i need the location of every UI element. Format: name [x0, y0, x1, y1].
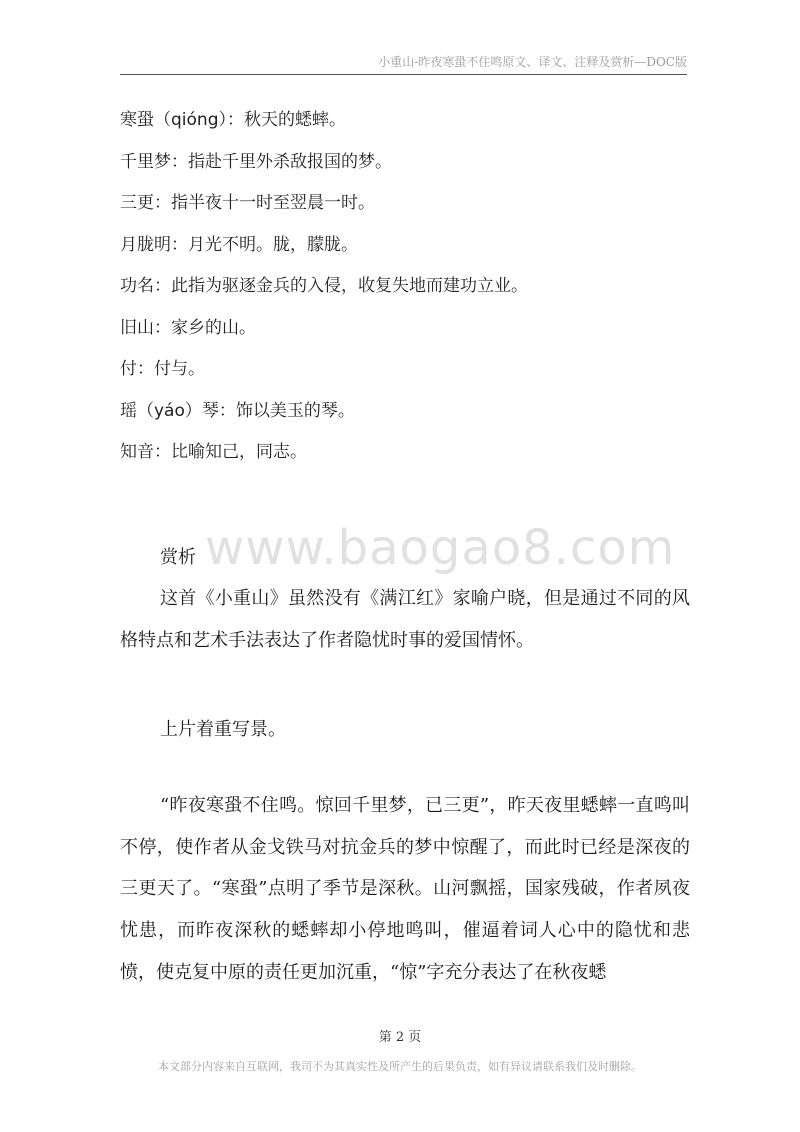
note-item: 付：付与。 [120, 359, 205, 379]
note-item: 千里梦：指赴千里外杀敌报国的梦。 [120, 151, 392, 172]
document-title: 小重山-昨夜寒蛩不住鸣原文、译文、注释及赏析—DOC版 [378, 55, 687, 69]
page-footer: 本文部分内容来自互联网，我司不为其真实性及所产生的后果负责，如有异议请联系我们及时删除。 [158, 1060, 642, 1073]
page-number: 第 2 页 [378, 1030, 422, 1045]
notes-list [120, 100, 690, 474]
watermark: www.baogao8.com [205, 520, 676, 576]
note-item: 三更：指半夜十一时至翌晨一时。 [120, 193, 375, 213]
appreciation-paragraph: “昨夜寒蛩不住鸣。惊回千里梦，已三更”，昨天夜里蟋蟀一直鸣叫不停，使作者从金戈铁马对抗金兵的梦中惊醒了，而此时已经是深夜的三更天了。“寒蛩”点明了季节是深秋。山河飘摇，国家残破，作者夙夜忧患，而昨夜深秋的蟋蟀却小停地鸣叫，催逼着词人心中的隐忧和悲愤，使克复中原的责任更加沉重，“惊”字充分表达了在秋夜蟋 [120, 795, 690, 983]
note-item: 功名：此指为驱逐金兵的入侵，收复失地而建功立业。 [120, 276, 528, 296]
note-item: 瑶（yáo）琴：饰以美玉的琴。 [120, 400, 355, 421]
note-item: 月胧明：月光不明。胧，朦胧。 [120, 234, 358, 255]
note-item: 知音：比喻知己，同志。 [120, 442, 307, 462]
note-item: 寒蛩（qióng）：秋天的蟋蟀。 [120, 110, 346, 130]
page-header [120, 52, 687, 75]
section-heading: 上片着重写景。 [160, 719, 286, 740]
note-item: 旧山：家乡的山。 [120, 317, 256, 338]
appreciation-intro: 这首《小重山》虽然没有《满江红》家喻户晓，但是通过不同的风格特点和艺术手法表达了作者隐忧时事的爱国情怀。 [120, 588, 690, 651]
appreciation-heading: 赏析 [160, 547, 196, 568]
